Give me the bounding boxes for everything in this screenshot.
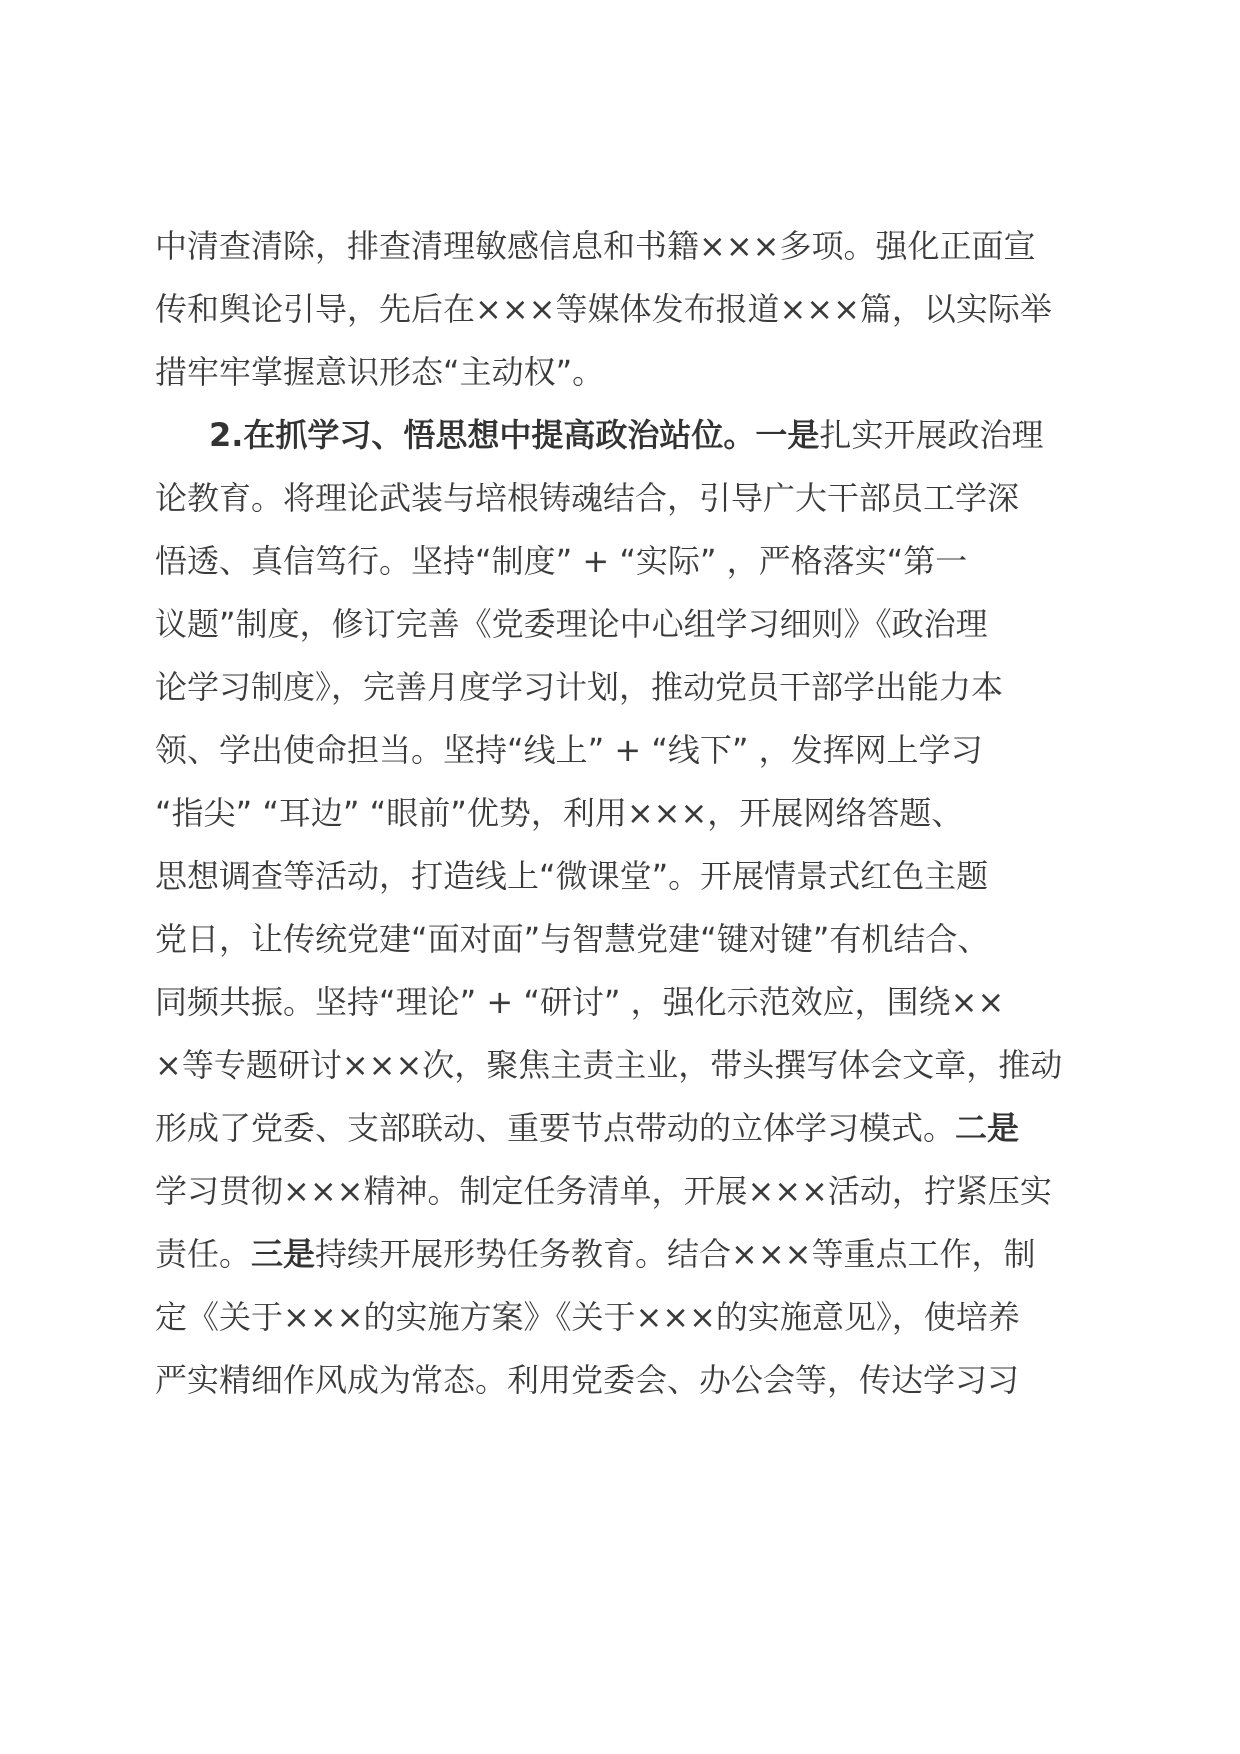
text-line xyxy=(155,1160,1095,1223)
bold-marker: 二是 xyxy=(955,1109,1020,1147)
bold-marker: 三是 xyxy=(251,1235,316,1273)
text-run: 论教育。将理论武装与培根铸魂结合，引导广大干部员工学深 xyxy=(155,479,1020,517)
text-run: 措牢牢掌握意识形态“主动权”。 xyxy=(155,353,605,391)
text-run: 学习贯彻×××精神。制定任务清单，开展×××活动，拧紧压实 xyxy=(155,1172,1052,1210)
text-run: 思想调查等活动，打造线上“微课堂”。开展情景式红色主题 xyxy=(155,857,989,895)
text-run: 形成了党委、支部联动、重要节点带动的立体学习模式。 xyxy=(155,1109,956,1147)
text-run: “指尖” “耳边” “眼前”优势，利用×××，开展网络答题、 xyxy=(155,794,964,832)
text-line xyxy=(155,467,1095,530)
text-run: 持续开展形势任务教育。结合×××等重点工作，制 xyxy=(315,1235,1036,1273)
text-line xyxy=(155,1097,1095,1160)
text-line xyxy=(155,278,1095,341)
text-run: 责任。 xyxy=(155,1235,252,1273)
text-run: 悟透、真信笃行。坚持“制度” + “实际” ，严格落实“第一 xyxy=(155,542,968,580)
text-line xyxy=(155,656,1095,719)
document-body xyxy=(155,215,1095,1412)
section-heading-line xyxy=(155,404,1095,467)
text-line xyxy=(155,593,1095,656)
text-line xyxy=(155,782,1095,845)
text-run: 议题”制度，修订完善《党委理论中心组学习细则》《政治理 xyxy=(155,605,988,643)
section-heading: 2.在抓学习、悟思想中提高政治站位。一是 xyxy=(209,416,820,454)
text-line xyxy=(155,1034,1095,1097)
text-line xyxy=(155,1223,1095,1286)
text-line xyxy=(155,908,1095,971)
text-line xyxy=(155,215,1095,278)
text-line xyxy=(155,845,1095,908)
text-line xyxy=(155,971,1095,1034)
text-run: ×等专题研讨×××次，聚焦主责主业，带头撰写体会文章，推动 xyxy=(155,1046,1063,1084)
text-line xyxy=(155,530,1095,593)
text-run: 中清查清除，排查清理敏感信息和书籍×××多项。强化正面宣 xyxy=(155,227,1036,265)
text-line xyxy=(155,1286,1095,1349)
text-run: 严实精细作风成为常态。利用党委会、办公会等，传达学习习 xyxy=(155,1361,1020,1399)
text-run: 扎实开展政治理 xyxy=(819,416,1044,454)
text-run: 论学习制度》，完善月度学习计划，推动党员干部学出能力本 xyxy=(155,668,1004,706)
text-line xyxy=(155,341,1095,404)
text-run: 领、学出使命担当。坚持“线上” + “线下” ，发挥网上学习 xyxy=(155,731,983,769)
text-run: 定《关于×××的实施方案》《关于×××的实施意见》，使培养 xyxy=(155,1298,1020,1336)
text-line xyxy=(155,719,1095,782)
text-run: 党日，让传统党建“面对面”与智慧党建“键对键”有机结合、 xyxy=(155,920,990,958)
text-line xyxy=(155,1349,1095,1412)
text-run: 同频共振。坚持“理论” + “研讨” ，强化示范效应，围绕×× xyxy=(155,983,1005,1021)
text-run: 传和舆论引导，先后在×××等媒体发布报道×××篇，以实际举 xyxy=(155,290,1052,328)
